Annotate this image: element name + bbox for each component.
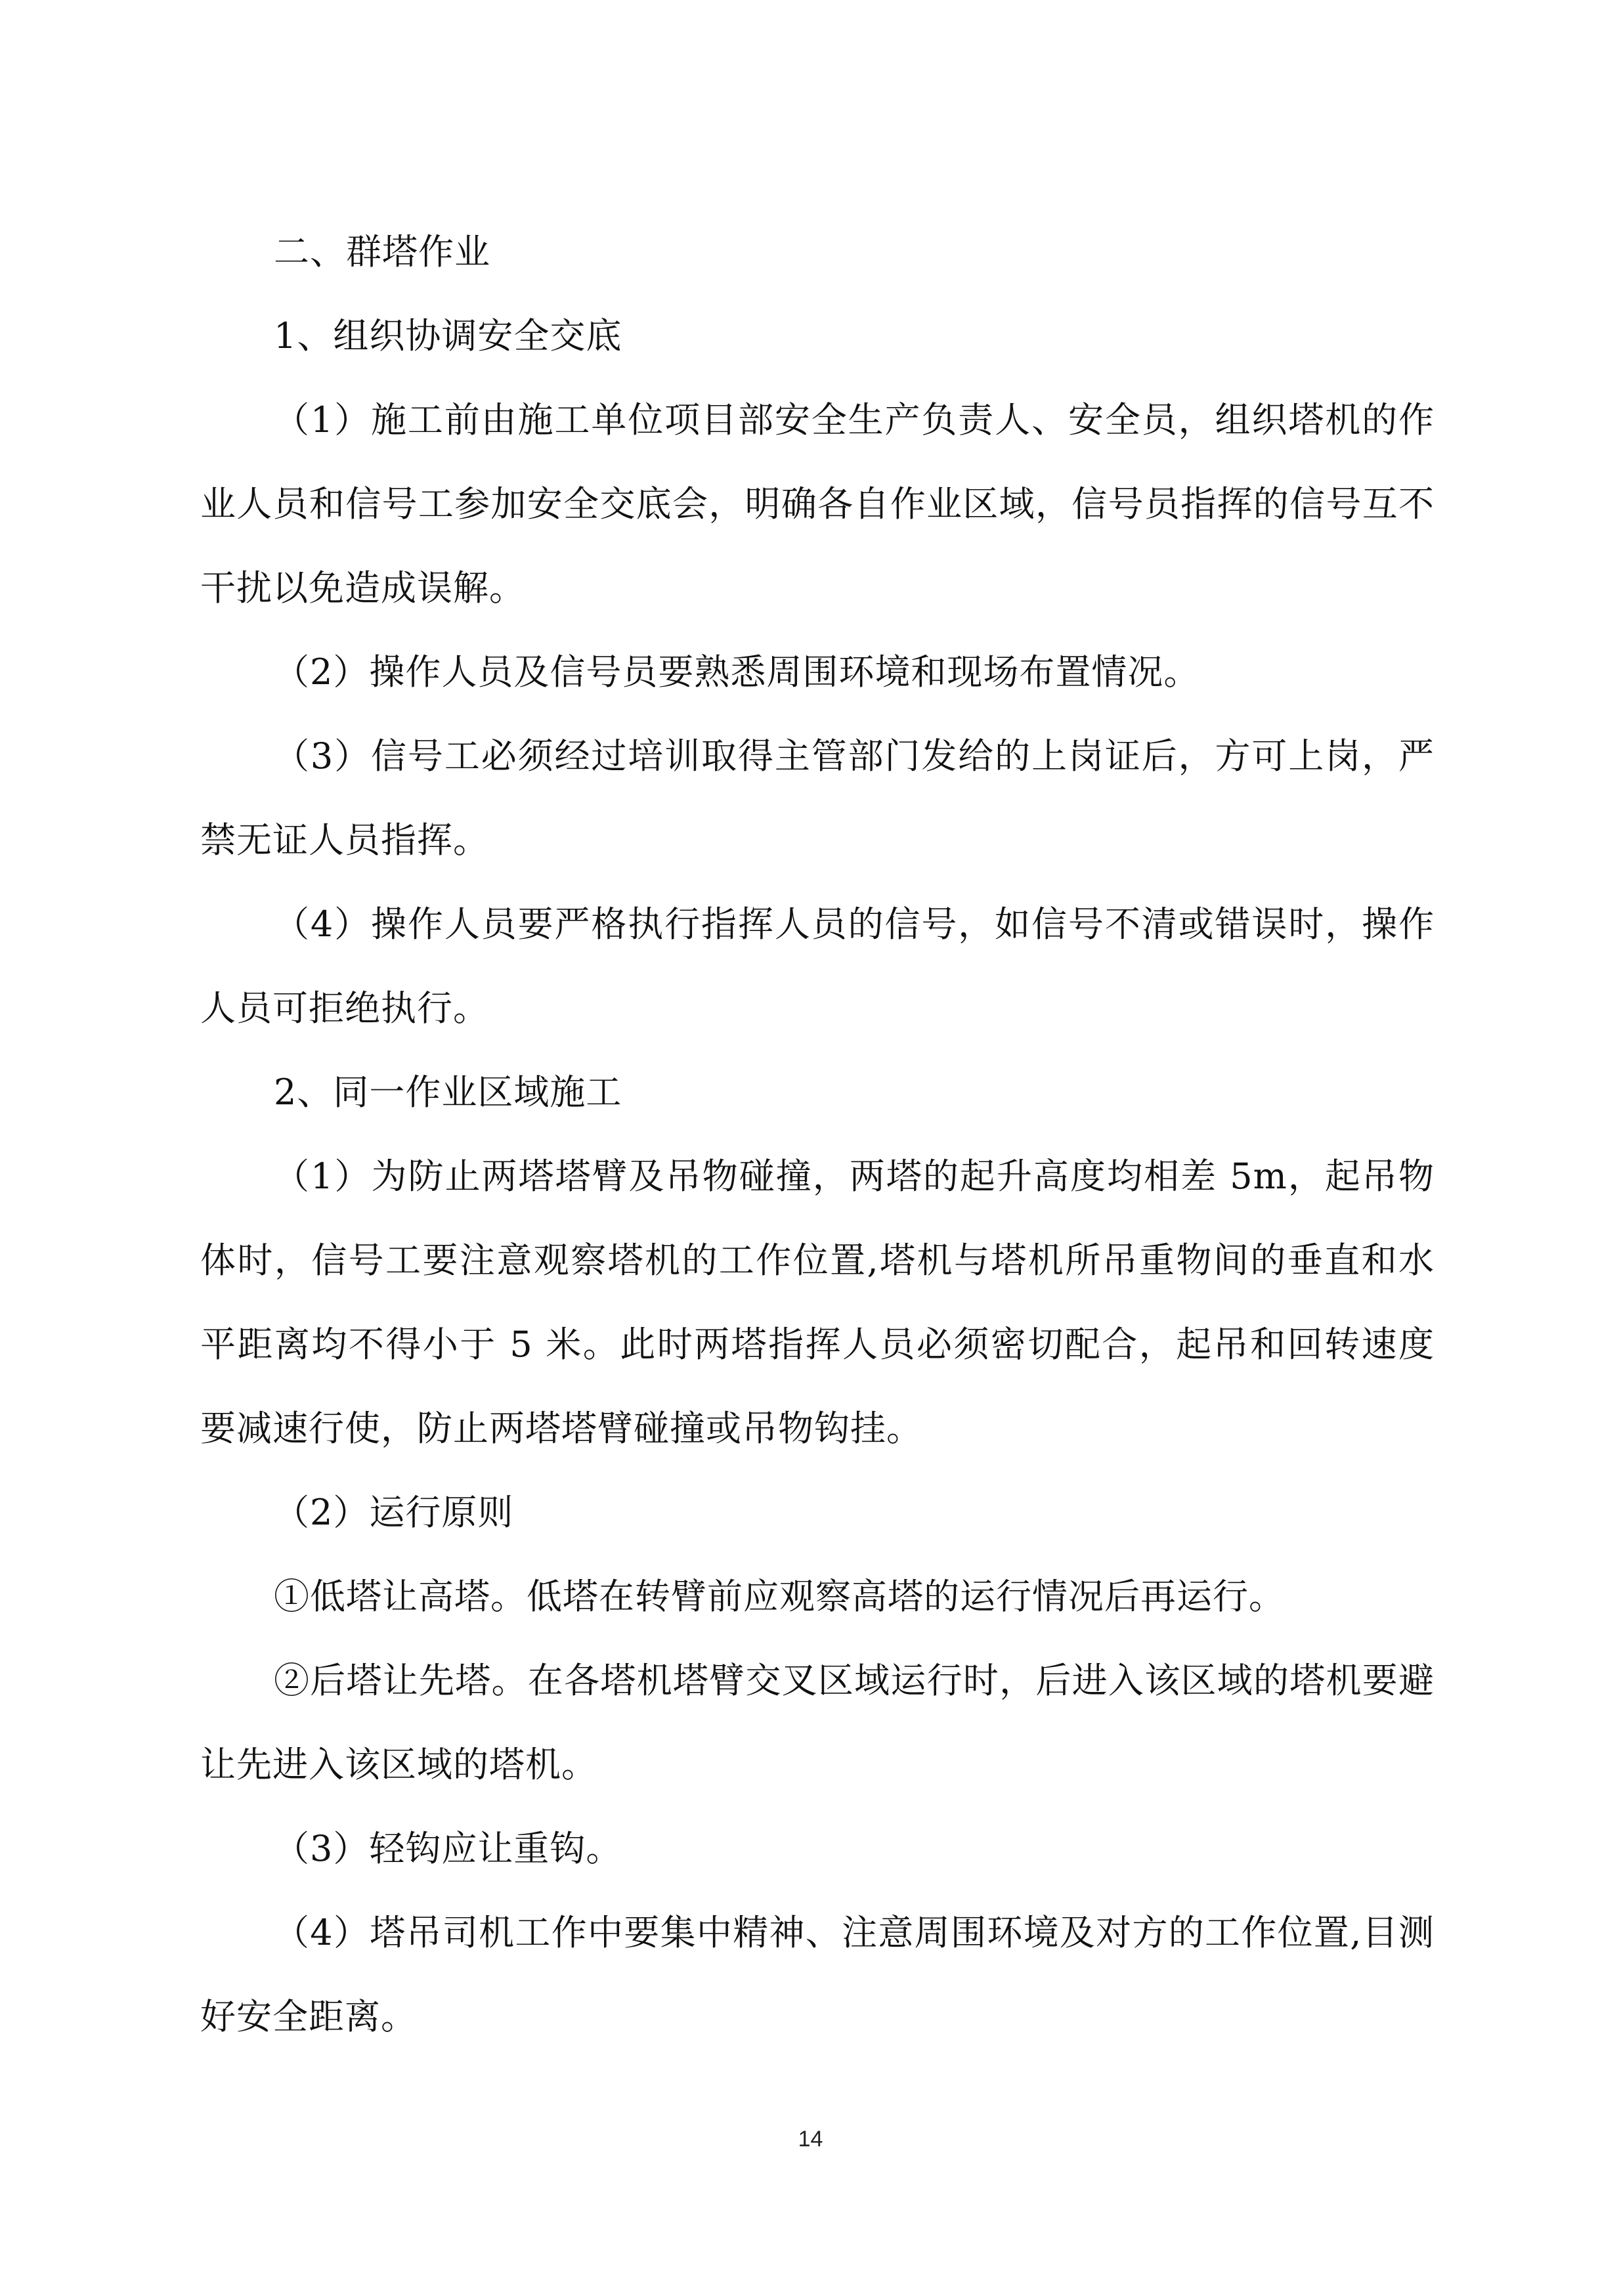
paragraph: （2）运行原则 xyxy=(274,1492,514,1533)
paragraph: ②后塔让先塔。在各塔机塔臂交叉区域运行时，后进入该区域的塔机要避让先进入该区域的塔机。 xyxy=(200,1660,1435,1785)
document-body xyxy=(200,210,1435,2059)
subsection-heading: 2、同一作业区域施工 xyxy=(274,1072,622,1113)
paragraph: （3）信号工必须经过培训取得主管部门发给的上岗证后，方可上岗，严禁无证人员指挥。 xyxy=(200,735,1435,861)
paragraph: （1）施工前由施工单位项目部安全生产负责人、安全员，组织塔机的作业人员和信号工参加安全交底会，明确各自作业区域，信号员指挥的信号互不干扰以免造成误解。 xyxy=(200,399,1435,609)
paragraph: （4）操作人员要严格执行指挥人员的信号，如信号不清或错误时，操作人员可拒绝执行。 xyxy=(200,903,1435,1029)
section-heading: 二、群塔作业 xyxy=(274,231,490,272)
subsection-heading: 1、组织协调安全交底 xyxy=(274,315,622,357)
paragraph: （4）塔吊司机工作中要集中精神、注意周围环境及对方的工作位置,目测好安全距离。 xyxy=(200,1912,1435,2037)
paragraph: ①低塔让高塔。低塔在转臂前应观察高塔的运行情况后再运行。 xyxy=(274,1576,1285,1617)
paragraph: （2）操作人员及信号员要熟悉周围环境和现场布置情况。 xyxy=(274,651,1200,693)
page-number: 14 xyxy=(798,2127,823,2152)
paragraph: （1）为防止两塔塔臂及吊物碰撞，两塔的起升高度均相差 5m，起吊物体时，信号工要注意观察塔机的工作位置,塔机与塔机所吊重物间的垂直和水平距离均不得小于 5 米。此时两塔指挥人员必须密切配合，起吊和回转速度要减速行使，防止两塔塔臂碰撞或吊物钩挂。 xyxy=(200,1156,1435,1449)
paragraph: （3）轻钩应让重钩。 xyxy=(274,1828,622,1869)
